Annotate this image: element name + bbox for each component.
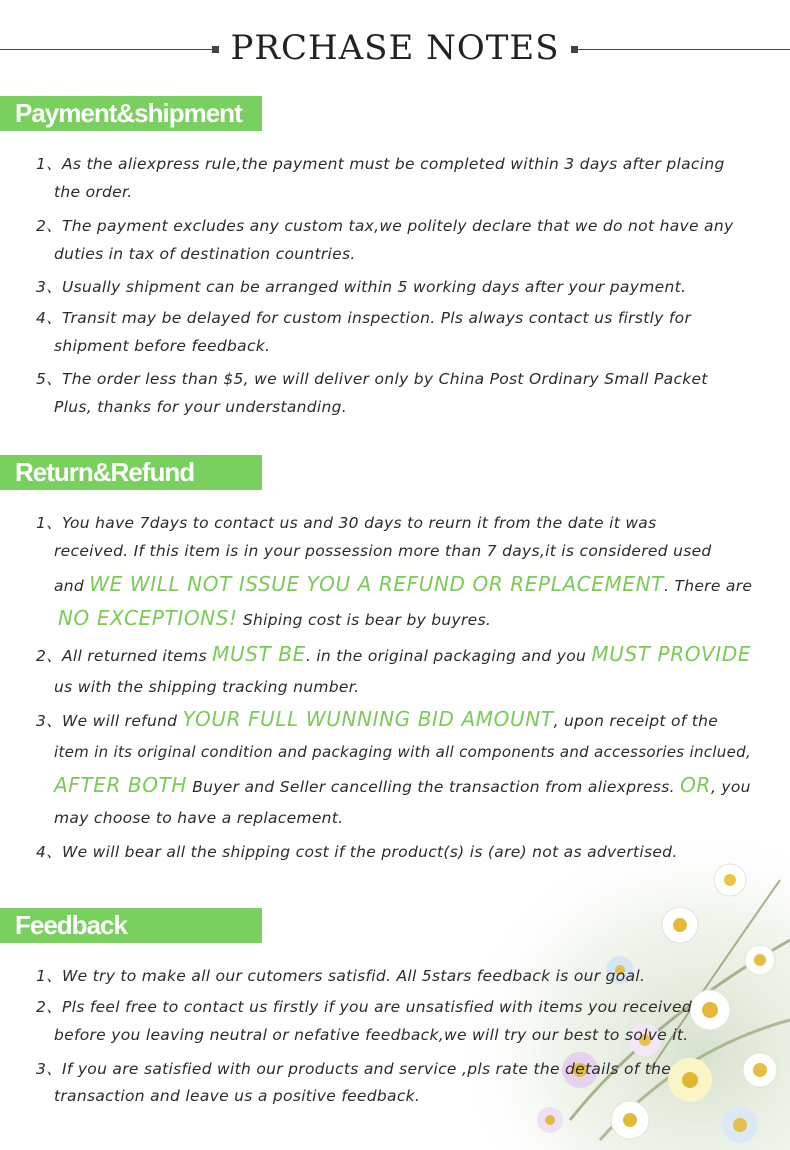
section-header-feedback [0,908,262,943]
refund-text: 2、All returned items [36,647,213,665]
refund-highlight: NO EXCEPTIONS! [58,606,238,630]
refund-text: . There are [664,577,753,595]
refund-text: , upon receipt of the [553,712,719,730]
payment-line: shipment before feedback. [54,337,271,355]
refund-line: item in its original condition and packaging with all components and accessories inclued, [54,743,751,761]
refund-text: Buyer and Seller cancelling the transaction from aliexpress. [187,778,681,796]
section-title-payment: Payment&shipment [15,98,242,128]
feedback-line: before you leaving neutral or nefative feedback,we will try our best to solve it. [54,1026,689,1044]
refund-line: 4、We will bear all the shipping cost if the product(s) is (are) not as advertised. [36,843,678,861]
section-header-refund [0,455,262,490]
payment-line: 1、As the aliexpress rule,the payment must be completed within 3 days after placing [36,155,725,173]
payment-line: 5、The order less than $5, we will deliver only by China Post Ordinary Small Packet [36,370,708,388]
refund-line [54,572,752,596]
refund-text: and [54,577,90,595]
refund-text: 3、We will refund [36,712,183,730]
page-title: PRCHASE NOTES [230,28,560,68]
payment-line: Plus, thanks for your understanding. [54,398,348,416]
refund-highlight: OR [680,773,711,797]
refund-line [36,642,751,666]
payment-line: 3、Usually shipment can be arranged within 5 working days after your payment. [36,278,687,296]
refund-line: us with the shipping tracking number. [54,678,360,696]
refund-highlight: AFTER BOTH [54,773,188,797]
header-right-rule [575,49,790,50]
refund-text: , you [710,778,751,796]
refund-line [36,707,718,731]
refund-line: received. If this item is in your possession more than 7 days,it is considered used [54,542,712,560]
section-title-refund: Return&Refund [15,457,195,487]
refund-highlight: YOUR FULL WUNNING BID AMOUNT [182,707,554,731]
refund-line: may choose to have a replacement. [54,809,344,827]
feedback-line: transaction and leave us a positive feedback. [54,1087,421,1105]
refund-highlight: WE WILL NOT ISSUE YOU A REFUND OR REPLACEMENT [89,572,664,596]
refund-highlight: MUST BE [212,642,306,666]
payment-line: duties in tax of destination countries. [54,245,356,263]
section-title-feedback: Feedback [15,910,127,940]
payment-line: 4、Transit may be delayed for custom inspection. Pls always contact us firstly for [36,309,692,327]
refund-line [54,773,751,797]
refund-line [58,606,491,630]
refund-highlight: MUST PROVIDE [591,642,752,666]
section-header-payment [0,96,262,131]
payment-line: the order. [54,183,133,201]
payment-line: 2、The payment excludes any custom tax,we politely declare that we do not have any [36,217,734,235]
feedback-line: 2、Pls feel free to contact us firstly if you are unsatisfied with items you received [36,998,692,1016]
feedback-line: 3、If you are satisfied with our products and service ,pls rate the details of the [36,1060,672,1078]
feedback-line: 1、We try to make all our cutomers satisfid. All 5stars feedback is our goal. [36,967,646,985]
refund-text: Shiping cost is bear by buyres. [237,611,492,629]
refund-line: 1、You have 7days to contact us and 30 days to reurn it from the date it was [36,514,657,532]
refund-text: . in the original packaging and you [305,647,592,665]
